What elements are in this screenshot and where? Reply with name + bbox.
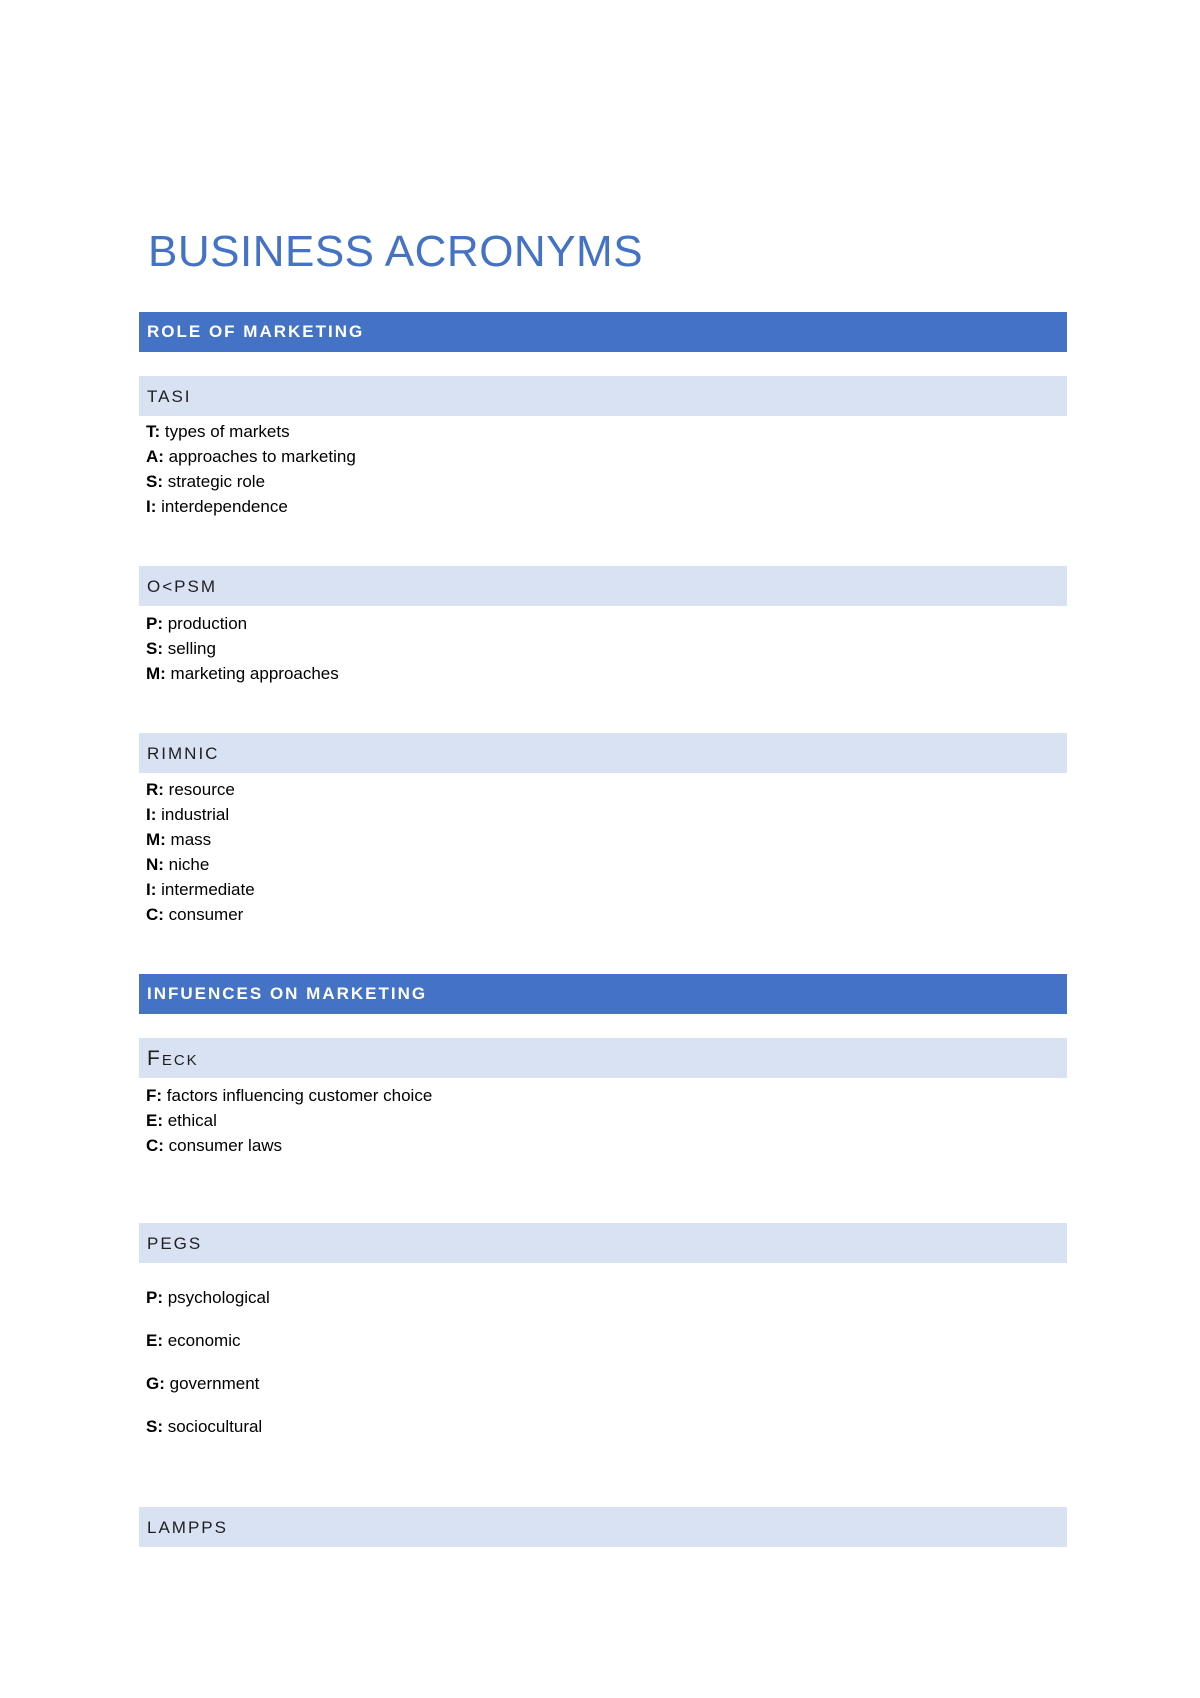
list-item: I: intermediate [146, 880, 255, 899]
acronym-letter: C: [146, 905, 164, 924]
acronym-letter: E: [146, 1331, 163, 1350]
list-item: R: resource [146, 780, 235, 799]
list-item: P: psychological [146, 1288, 270, 1307]
list-item: P: production [146, 614, 248, 633]
list-item: C: consumer laws [146, 1136, 283, 1155]
list-item: S: sociocultural [146, 1417, 263, 1436]
list-item: I: interdependence [146, 497, 288, 516]
list-item: C: consumer [146, 905, 244, 924]
subheader-tasi: TASI [139, 376, 1067, 416]
acronym-letter: E: [146, 1111, 163, 1130]
subheader-feck: Feck [139, 1038, 1067, 1078]
list-item: G: government [146, 1374, 260, 1393]
rimnic-list [146, 777, 255, 927]
acronym-letter: G: [146, 1374, 165, 1393]
list-item: T: types of markets [146, 422, 290, 441]
acronym-letter: R: [146, 780, 164, 799]
tasi-list [146, 419, 356, 519]
list-item: A: approaches to marketing [146, 447, 356, 466]
list-item: S: strategic role [146, 472, 266, 491]
acronym-letter: I: [146, 497, 157, 516]
acronym-letter: C: [146, 1136, 164, 1155]
list-item: S: selling [146, 639, 216, 658]
acronym-letter: A: [146, 447, 164, 466]
acronym-letter: S: [146, 472, 163, 491]
opsm-list [146, 611, 339, 686]
acronym-letter: S: [146, 1417, 163, 1436]
document-title: BUSINESS ACRONYMS [148, 227, 644, 276]
acronym-letter: S: [146, 639, 163, 658]
acronym-letter: P: [146, 614, 163, 633]
acronym-letter: P: [146, 1288, 163, 1307]
list-item: M: marketing approaches [146, 664, 339, 683]
acronym-letter: T: [146, 422, 161, 441]
subheader-pegs: PEGS [139, 1223, 1067, 1263]
list-item: E: ethical [146, 1111, 217, 1130]
acronym-letter: M: [146, 664, 166, 683]
subheader-lampps: LAMPPS [139, 1507, 1067, 1547]
list-item: I: industrial [146, 805, 230, 824]
list-item: F: factors influencing customer choice [146, 1086, 433, 1105]
feck-list [146, 1083, 432, 1158]
list-item: N: niche [146, 855, 210, 874]
pegs-list [146, 1285, 270, 1457]
acronym-letter: F: [146, 1086, 163, 1105]
list-item: M: mass [146, 830, 212, 849]
acronym-letter: I: [146, 880, 157, 899]
subheader-rimnic: RIMNIC [139, 733, 1067, 773]
section-header-influences-on-marketing: INFUENCES ON MARKETING [139, 974, 1067, 1014]
acronym-letter: N: [146, 855, 164, 874]
subheader-opsm: O<PSM [139, 566, 1067, 606]
section-header-role-of-marketing: ROLE OF MARKETING [139, 312, 1067, 352]
list-item: E: economic [146, 1331, 241, 1350]
acronym-letter: I: [146, 805, 157, 824]
acronym-letter: M: [146, 830, 166, 849]
